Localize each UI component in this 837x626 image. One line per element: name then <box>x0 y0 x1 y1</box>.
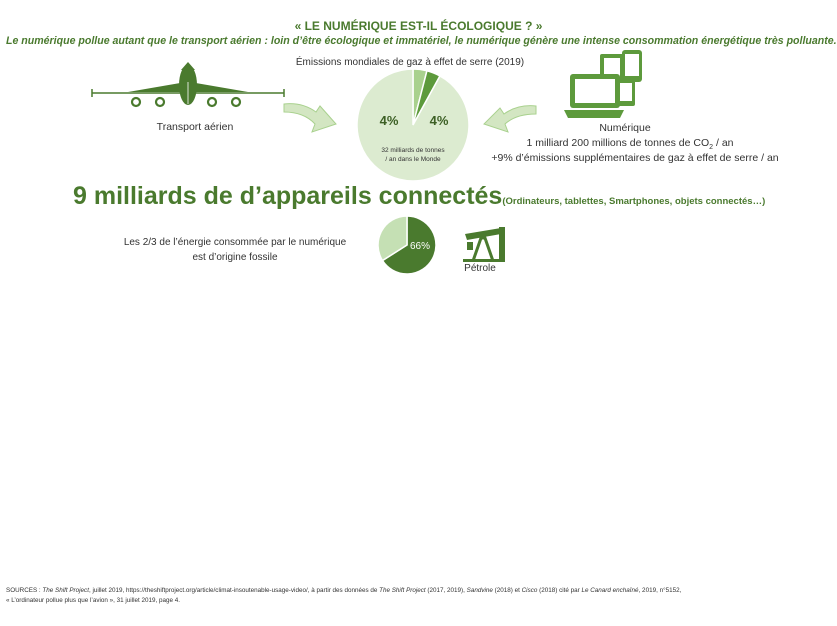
digital-growth-line: +9% d’émissions supplémentaires de gaz à effet de serre / an <box>491 152 779 164</box>
pie-center-label-2: / an dans le Monde <box>385 156 441 163</box>
fossil-slice-label: 66% <box>409 241 431 252</box>
devices-note: (Ordinateurs, tablettes, Smartphones, objets connectés…) <box>502 196 766 207</box>
digital-co2-line: 1 milliard 200 millions de tonnes de $CO_2$ / an <box>526 137 734 152</box>
fossil-pie-chart <box>377 215 437 275</box>
digital-label: Numérique <box>599 122 651 134</box>
page-title: « LE NUMÉRIQUE EST-IL ÉCOLOGIQUE ? » <box>294 19 543 33</box>
slice-label-air: 4% <box>379 113 399 128</box>
fossil-text-1: Les 2/3 de l’énergie consommée par le numérique <box>123 237 347 248</box>
devices-count: 9 milliards de d’appareils connectés <box>73 182 503 210</box>
pie-center-label-1: 32 milliards de tonnes <box>381 147 445 154</box>
emissions-pie-chart <box>355 67 471 183</box>
devices-headline <box>73 182 765 211</box>
page-subtitle: Le numérique pollue autant que le transport aérien : loin d’être écologique et immatériel, le numérique génère une intense consommation énergétique très polluante. <box>6 35 837 47</box>
airplane-icon <box>88 62 288 112</box>
sources-footnote: SOURCES : The Shift Project, juillet 2019, https://theshiftproject.org/article/climat-insoutenable-usage-video/, à partir des données de The Shift Project (2017, 2019), Sandvine (2018) et Cisco (2018) cité par Le Canard enchaîné, 2019, n°5152, « L’ordinateur pollue plus que l’avion », 31 juillet 2019, page 4. <box>6 587 682 604</box>
emissions-slice-2 <box>357 69 469 181</box>
plane-label: Transport aérien <box>156 121 234 133</box>
emissions-chart-title: Émissions mondiales de gaz à effet de serre (2019) <box>295 57 525 68</box>
curved-arrow-left-icon <box>482 100 538 136</box>
oil-pump-icon <box>461 224 507 262</box>
curved-arrow-right-icon <box>282 98 340 136</box>
devices-icon <box>562 50 644 122</box>
oil-label: Pétrole <box>464 263 496 274</box>
fossil-text-2: est d’origine fossile <box>192 252 278 263</box>
slice-label-digital: 4% <box>429 113 449 128</box>
